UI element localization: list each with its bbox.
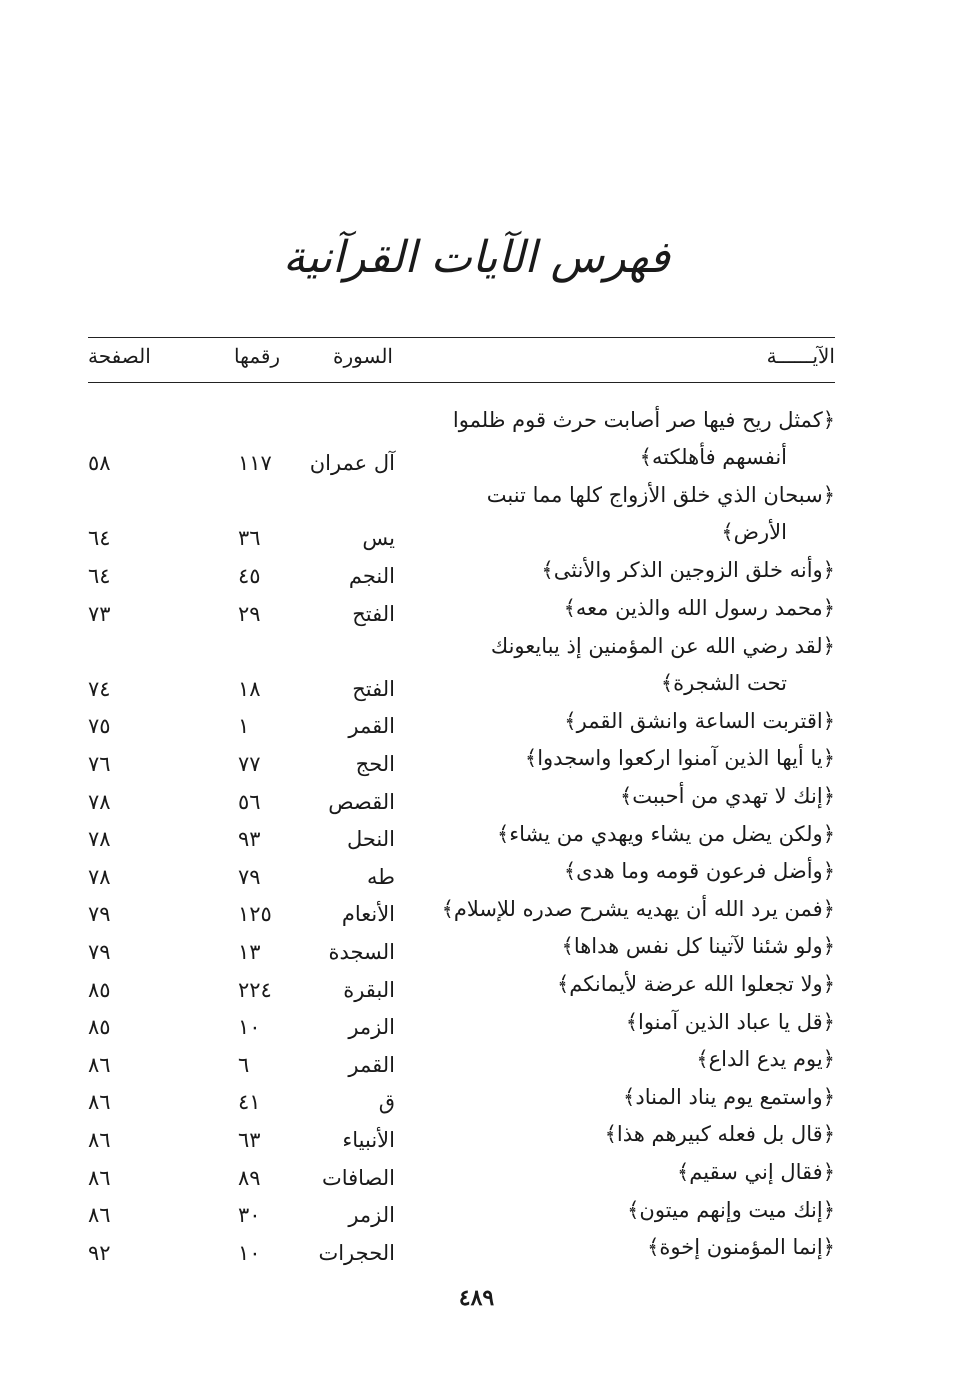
ayah-text (435, 703, 835, 740)
table-row (88, 628, 835, 703)
table-row (88, 778, 835, 816)
page-cell: ٧٤ (88, 676, 111, 701)
table-row (88, 1229, 835, 1267)
page-cell: ٨٦ (88, 1052, 111, 1077)
page-cell: ٨٥ (88, 977, 111, 1002)
ayah-line: ﴿ولكن يضل من يشاء ويهدي من يشاء﴾ (496, 821, 835, 846)
page-title: فهرس الآيات القرآنية (283, 232, 670, 283)
ayah-number-cell: ٧٩ (238, 864, 261, 889)
ayah-text (435, 928, 835, 965)
ayah-number-cell: ١٠ (238, 1240, 261, 1265)
surah-cell: البقرة (343, 977, 395, 1002)
ayah-number-cell: ٦ (238, 1052, 250, 1077)
page-cell: ٧٣ (88, 601, 111, 626)
ayah-line: ﴿يوم يدع الداع﴾ (696, 1047, 835, 1072)
table-row (88, 928, 835, 966)
header-top-rule (88, 337, 835, 338)
ayah-number-cell: ١٠ (238, 1015, 261, 1040)
surah-cell: الأنبياء (342, 1127, 395, 1152)
ayah-number-cell: ١ (238, 714, 250, 739)
page-cell: ٧٩ (88, 939, 111, 964)
table-row (88, 1192, 835, 1230)
surah-cell: طه (367, 864, 395, 889)
page-cell: ٧٨ (88, 864, 111, 889)
ayah-number-cell: ٢٩ (238, 601, 261, 626)
page-cell: ٧٩ (88, 902, 111, 927)
table-row (88, 1154, 835, 1192)
ayah-line: ﴿محمد رسول الله والذين معه﴾ (563, 596, 835, 620)
ayah-text (435, 1079, 835, 1116)
ayah-text (435, 590, 835, 627)
header-page: الصفحة (88, 344, 151, 368)
ayah-line: ﴿إنما المؤمنون إخوة﴾ (647, 1235, 835, 1260)
ayah-text (435, 778, 835, 815)
ayah-text (435, 477, 835, 551)
ayah-line: ﴿لقد رضي الله عن المؤمنين إذ يبايعونك (490, 633, 835, 658)
ayah-line: ﴿يا أيها الذين آمنوا اركعوا واسجدوا﴾ (524, 746, 835, 771)
surah-cell: القمر (348, 1052, 395, 1077)
surah-cell: آل عمران (309, 451, 395, 476)
table-row (88, 477, 835, 552)
surah-cell: الحجرات (318, 1240, 395, 1265)
ayah-text (435, 402, 835, 476)
page-cell: ٧٨ (88, 789, 111, 814)
ayah-line: ﴿فقال إني سقيم﴾ (677, 1160, 835, 1184)
ayah-line: تحت الشجرة﴾ (660, 670, 787, 695)
surah-cell: الصافات (321, 1165, 395, 1190)
ayah-line: الأرض﴾ (721, 520, 787, 545)
page-number: ٤٨٩ (458, 1285, 495, 1311)
surah-cell: القصص (328, 789, 395, 814)
page-cell: ٩٢ (88, 1240, 111, 1265)
ayah-number-cell: ٣٠ (238, 1203, 261, 1228)
page-cell: ٨٥ (88, 1015, 111, 1040)
page-cell: ٦٤ (88, 563, 111, 588)
page-cell: ٨٦ (88, 1165, 111, 1190)
ayah-line: ﴿وأضل فرعون قومه وما هدى﴾ (563, 859, 835, 884)
table-row (88, 552, 835, 590)
ayah-line: ﴿قل يا عباد الذين آمنوا﴾ (625, 1009, 835, 1034)
ayah-text (435, 1116, 835, 1153)
page-cell: ٨٦ (88, 1127, 111, 1152)
ayah-line: أنفسهم فأهلكته﴾ (639, 445, 787, 469)
surah-cell: الفتح (352, 676, 395, 701)
page-cell: ٧٨ (88, 827, 111, 852)
ayah-text (435, 1229, 835, 1266)
ayah-text (435, 891, 835, 928)
ayah-number-cell: ٥٦ (238, 789, 261, 814)
page-cell: ٧٥ (88, 714, 111, 739)
surah-cell: ق (378, 1090, 395, 1115)
table-row (88, 891, 835, 929)
ayah-line: ﴿فمن يرد الله أن يهديه يشرح صدره للإسلام﴾ (441, 896, 835, 921)
table-row (88, 966, 835, 1004)
ayah-line: ﴿ولو شئنا لآتينا كل نفس هداها﴾ (561, 934, 835, 959)
ayah-text (435, 1192, 835, 1229)
header-ayah: الآيــــــة (766, 344, 835, 368)
surah-cell: السجدة (328, 939, 395, 964)
table-row (88, 816, 835, 854)
ayah-number-cell: ٨٩ (238, 1165, 261, 1190)
page-cell: ٨٦ (88, 1090, 111, 1115)
surah-cell: القمر (348, 714, 395, 739)
ayah-number-cell: ١٢٥ (238, 902, 272, 927)
surah-cell: الزمر (348, 1203, 395, 1228)
table-row (88, 402, 835, 477)
ayah-number-cell: ٤٥ (238, 563, 261, 588)
page-cell: ٥٨ (88, 451, 111, 476)
ayah-line: ﴿اقتربت الساعة وانشق القمر﴾ (564, 708, 835, 733)
ayah-number-cell: ١٣ (238, 939, 261, 964)
ayah-line: ﴿إنك ميت وإنهم ميتون﴾ (627, 1197, 835, 1222)
table-row (88, 1079, 835, 1117)
ayah-text (435, 628, 835, 702)
ayah-number-cell: ٧٧ (238, 751, 261, 776)
ayah-text (435, 1041, 835, 1078)
surah-cell: يس (362, 526, 395, 551)
ayah-text (435, 552, 835, 589)
header-surah: السورة (333, 344, 393, 368)
ayah-number-cell: ١٨ (238, 676, 261, 701)
ayah-number-cell: ٢٢٤ (238, 977, 272, 1002)
ayah-line: ﴿إنك لا تهدي من أحببت﴾ (620, 784, 835, 808)
ayah-line: ﴿سبحان الذي خلق الأزواج كلها مما تنبت (486, 483, 835, 508)
surah-cell: النجم (348, 563, 395, 588)
ayah-line: ﴿ولا تجعلوا الله عرضة لأيمانكم﴾ (556, 972, 835, 996)
ayah-number-cell: ٤١ (238, 1090, 261, 1115)
surah-cell: الفتح (352, 601, 395, 626)
table-row (88, 1041, 835, 1079)
table-row (88, 1004, 835, 1042)
ayah-line: ﴿واستمع يوم يناد المناد﴾ (623, 1084, 835, 1109)
surah-cell: الزمر (348, 1015, 395, 1040)
table-row (88, 590, 835, 628)
ayah-number-cell: ٩٣ (238, 827, 261, 852)
table-row (88, 853, 835, 891)
table-row (88, 1116, 835, 1154)
page-cell: ٨٦ (88, 1203, 111, 1228)
ayah-text (435, 740, 835, 777)
header-bottom-rule (88, 382, 835, 383)
header-number: رقمها (234, 344, 281, 368)
ayah-number-cell: ٣٦ (238, 526, 261, 551)
ayah-text (435, 853, 835, 890)
table-row (88, 740, 835, 778)
table-row (88, 703, 835, 741)
surah-cell: النحل (346, 827, 395, 852)
ayah-text (435, 816, 835, 853)
surah-cell: الحج (355, 751, 395, 776)
ayah-text (435, 1004, 835, 1041)
surah-cell: الأنعام (341, 902, 395, 927)
ayah-text (435, 966, 835, 1003)
page-cell: ٧٦ (88, 751, 111, 776)
ayah-line: ﴿وأنه خلق الزوجين الذكر والأنثى﴾ (541, 558, 835, 583)
ayah-line: ﴿كمثل ريح فيها صر أصابت حرث قوم ظلموا (452, 408, 835, 432)
ayah-text (435, 1154, 835, 1191)
ayah-number-cell: ٦٣ (238, 1127, 261, 1152)
page-cell: ٦٤ (88, 526, 111, 551)
ayah-line: ﴿قال بل فعله كبيرهم هذا﴾ (604, 1122, 835, 1147)
ayah-number-cell: ١١٧ (238, 451, 272, 476)
